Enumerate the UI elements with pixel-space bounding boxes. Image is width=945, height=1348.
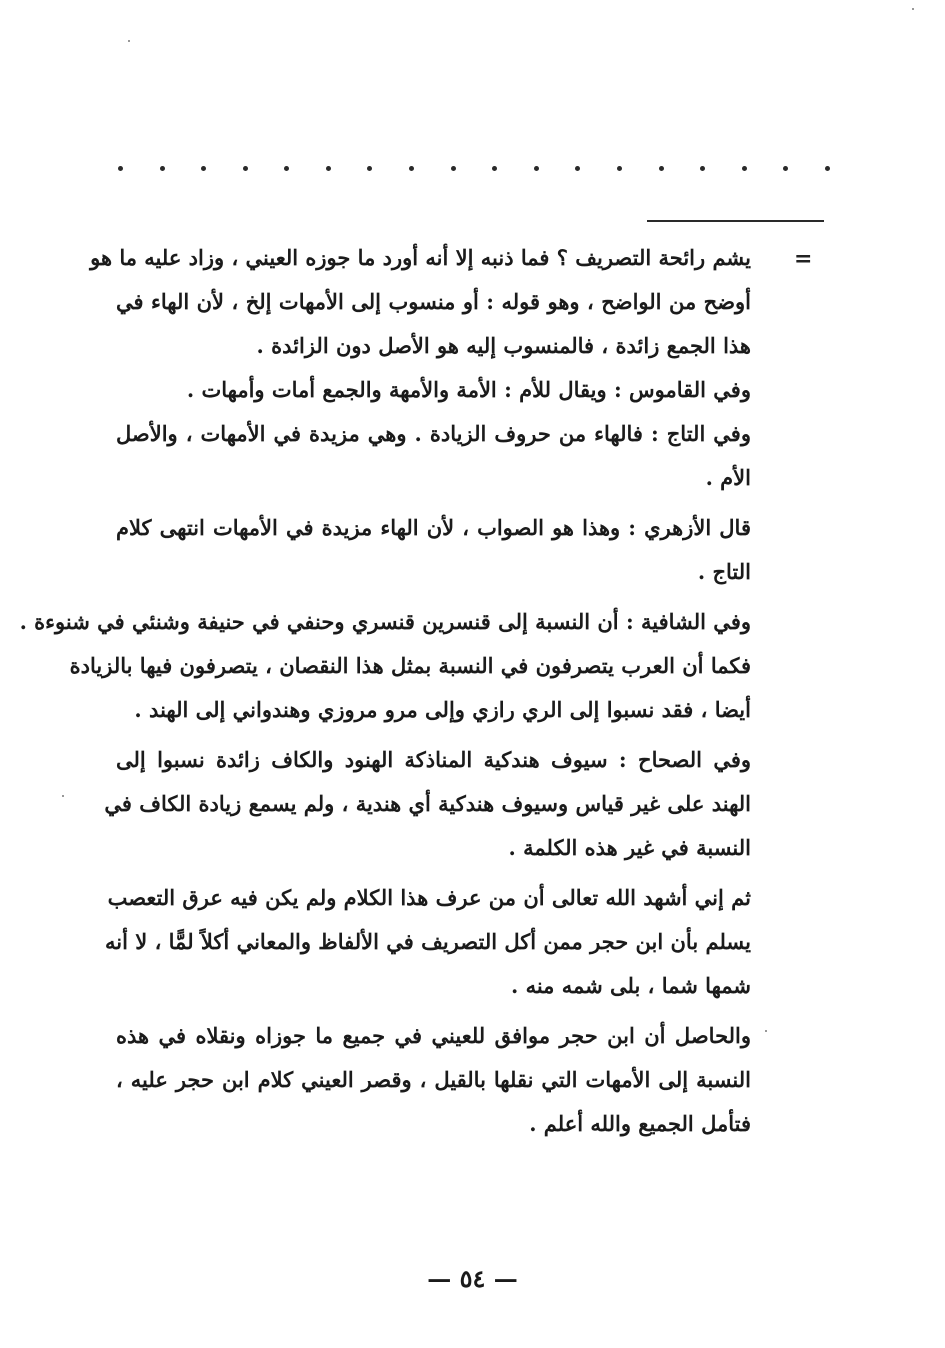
ornament-dot [742,166,747,171]
scan-speck [128,40,130,42]
text-line: وفي الشافية : أن النسبة إلى قنسرين قنسري وحنفي في حنيفة وشنئي في شنوءة . [19,609,751,634]
ornament-dot [201,166,206,171]
scan-speck [912,8,914,10]
ornament-dot [575,166,580,171]
text-line: ثم إني أشهد الله تعالى أن من عرف هذا الكلام ولم يكن فيه عرق التعصب [107,885,751,910]
text-line: أوضح من الواضح ، وهو قوله : أو منسوب إلى الأمهات إلخ ، لأن الهاء في [116,289,752,314]
ornament-dot [160,166,165,171]
page-number: — ٥٤ — [427,1264,518,1293]
text-line: يشم رائحة التصريف ؟ فما ذنبه إلا أنه أورد ما جوزه العيني ، وزاد عليه ما هو [90,245,751,270]
text-line: فكما أن العرب يتصرفون في النسبة بمثل هذا النقصان ، يتصرفون فيها بالزيادة [69,653,751,678]
ornament-dot [825,166,830,171]
continuation-mark: = [794,246,813,272]
ornament-dot [783,166,788,171]
ornament-dot [118,166,123,171]
text-line: قال الأزهري : وهذا هو الصواب ، لأن الهاء مزيدة في الأمهات انتهى كلام [116,515,751,540]
footnote-separator-rule [647,220,824,222]
ornament-dots [118,160,830,176]
text-line: وفي التاج : فالهاء من حروف الزيادة . وهي مزيدة في الأمهات ، والأصل [116,421,751,446]
ornament-dot [243,166,248,171]
text-line: وفي القاموس : ويقال للأم : الأمة والأمهة والجمع أمات وأمهات . [186,377,751,402]
footnote-body [19,236,752,1146]
text-line: والحاصل أن ابن حجر موافق للعيني في جميع ما جوزاه ونقلاه في هذه [116,1023,751,1048]
text-line: التاج . [697,559,751,584]
text-line: شمها شما ، بلى شمه منه . [510,973,751,998]
text-line: الأم . [705,465,751,490]
ornament-dot [700,166,705,171]
text-line: النسبة إلى الأمهات التي نقلها بالقيل ، وقصر العيني كلام ابن حجر عليه ، [116,1067,751,1092]
ornament-dot [326,166,331,171]
text-line: النسبة في غير هذه الكلمة . [508,835,751,860]
text-line: فتأمل الجميع والله أعلم . [529,1111,751,1136]
scan-speck [62,795,64,797]
ornament-dot [367,166,372,171]
ornament-dot [409,166,414,171]
ornament-dot [492,166,497,171]
text-line: وفي الصحاح : سيوف هندكية المناذكة الهنود والكاف زائدة نسبوا إلى [116,747,752,772]
scan-speck [765,1030,767,1032]
ornament-dot [534,166,539,171]
ornament-dot [659,166,664,171]
ornament-dot [284,166,289,171]
ornament-dot [451,166,456,171]
text-line: يسلم بأن ابن حجر ممن أكل التصريف في الألفاظ والمعاني أكلاً لمًّا ، لا أنه [105,929,751,954]
text-line: هذا الجمع زائدة ، فالمنسوب إليه هو الأصل دون الزائدة . [256,333,751,358]
text-line: الهند على غير قياس وسيوف هندكية أي هندية ، ولم يسمع زيادة الكاف في [104,791,751,816]
ornament-dot [617,166,622,171]
text-line: أيضا ، فقد نسبوا إلى الري رازي وإلى مرو مروزي وهندواني إلى الهند . [134,697,751,722]
